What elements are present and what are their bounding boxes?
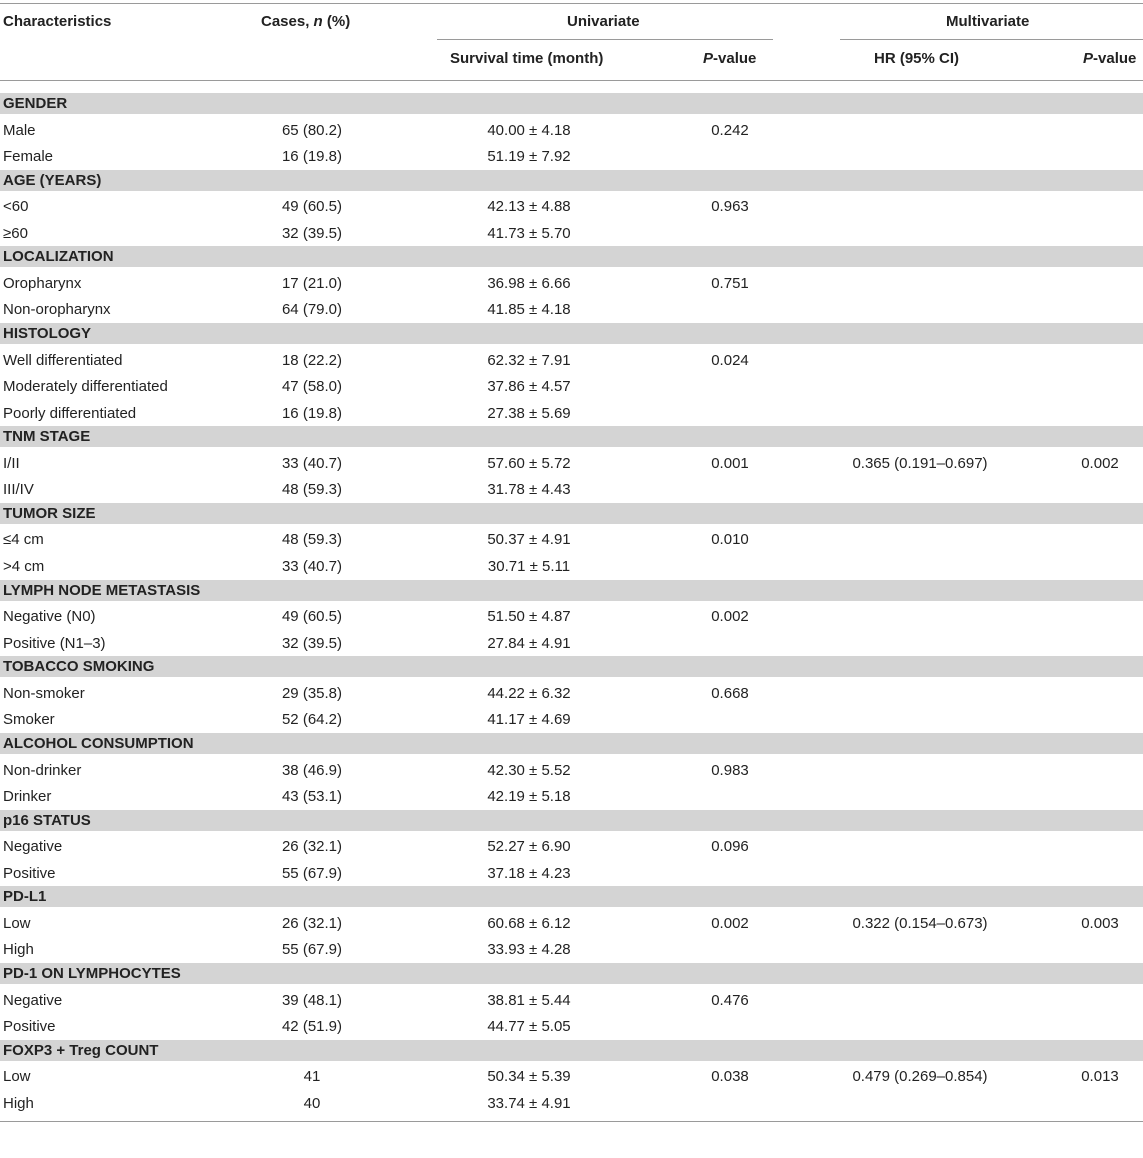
survival-value: 50.34 ± 5.39 bbox=[487, 1068, 571, 1086]
section-title: ALCOHOL CONSUMPTION bbox=[3, 735, 194, 753]
survival-value: 42.13 ± 4.88 bbox=[487, 198, 571, 216]
row-label: Non-drinker bbox=[3, 761, 82, 779]
cases-value: 48 (59.3) bbox=[281, 481, 343, 499]
table-row bbox=[0, 937, 1143, 963]
cases-value: 32 (39.5) bbox=[281, 224, 343, 242]
section-header bbox=[0, 733, 1143, 754]
row-label: Negative (N0) bbox=[3, 608, 96, 626]
survival-value: 37.86 ± 4.57 bbox=[487, 378, 571, 396]
cases-value: 38 (46.9) bbox=[281, 761, 343, 779]
header-hr: HR (95% CI) bbox=[874, 50, 960, 67]
row-label: High bbox=[3, 1094, 34, 1112]
survival-value: 57.60 ± 5.72 bbox=[487, 454, 571, 472]
survival-value: 42.30 ± 5.52 bbox=[487, 761, 571, 779]
survival-value: 40.00 ± 4.18 bbox=[487, 121, 571, 139]
row-label: <60 bbox=[3, 198, 29, 216]
table-row bbox=[0, 631, 1143, 657]
cases-value: 55 (67.9) bbox=[281, 864, 343, 882]
cases-value: 65 (80.2) bbox=[281, 121, 343, 139]
cases-value: 40 bbox=[303, 1094, 321, 1112]
p-value-univariate: 0.668 bbox=[711, 684, 749, 702]
table-row bbox=[0, 1091, 1143, 1117]
table-row bbox=[0, 451, 1143, 477]
survival-value: 33.74 ± 4.91 bbox=[487, 1094, 571, 1112]
table-row bbox=[0, 681, 1143, 707]
section-header bbox=[0, 656, 1143, 677]
section-title: TUMOR SIZE bbox=[3, 504, 96, 522]
row-label: Poorly differentiated bbox=[3, 404, 137, 422]
hr-value: 0.365 (0.191–0.697) bbox=[852, 454, 988, 472]
section-header bbox=[0, 426, 1143, 447]
table-row bbox=[0, 861, 1143, 887]
p-value-univariate: 0.096 bbox=[711, 838, 749, 856]
p-value-univariate: 0.038 bbox=[711, 1068, 749, 1086]
cases-value: 39 (48.1) bbox=[281, 991, 343, 1009]
row-label: Female bbox=[3, 147, 54, 165]
header-characteristics: Characteristics bbox=[3, 13, 112, 30]
section-header bbox=[0, 580, 1143, 601]
section-header bbox=[0, 963, 1143, 984]
table-row bbox=[0, 758, 1143, 784]
row-label: Oropharynx bbox=[3, 274, 82, 292]
cases-value: 32 (39.5) bbox=[281, 634, 343, 652]
p-value-multivariate: 0.003 bbox=[1081, 914, 1119, 932]
table-row bbox=[0, 348, 1143, 374]
hr-value: 0.479 (0.269–0.854) bbox=[852, 1068, 988, 1086]
table-row bbox=[0, 144, 1143, 170]
section-header bbox=[0, 810, 1143, 831]
row-label: Negative bbox=[3, 838, 63, 856]
survival-value: 36.98 ± 6.66 bbox=[487, 274, 571, 292]
cases-value: 29 (35.8) bbox=[281, 684, 343, 702]
p-value-multivariate: 0.002 bbox=[1081, 454, 1119, 472]
p-value-univariate: 0.963 bbox=[711, 198, 749, 216]
table-row bbox=[0, 1014, 1143, 1040]
survival-value: 51.50 ± 4.87 bbox=[487, 608, 571, 626]
p-value-univariate: 0.002 bbox=[711, 914, 749, 932]
survival-value: 44.77 ± 5.05 bbox=[487, 1018, 571, 1036]
table-row bbox=[0, 988, 1143, 1014]
cases-value: 49 (60.5) bbox=[281, 198, 343, 216]
section-title: HISTOLOGY bbox=[3, 325, 92, 343]
header-cases: Cases, n (%) bbox=[261, 13, 351, 30]
cases-value: 26 (32.1) bbox=[281, 838, 343, 856]
survival-value: 37.18 ± 4.23 bbox=[487, 864, 571, 882]
section-title: PD-L1 bbox=[3, 888, 47, 906]
row-label: Positive bbox=[3, 1018, 56, 1036]
cases-value: 17 (21.0) bbox=[281, 274, 343, 292]
cases-value: 43 (53.1) bbox=[281, 788, 343, 805]
header-bottom-rule bbox=[0, 80, 1143, 81]
header-p-value-univariate: P-value bbox=[703, 50, 757, 67]
section-title: TOBACCO SMOKING bbox=[3, 658, 155, 676]
multivariate-underline bbox=[840, 39, 1143, 40]
cases-value: 26 (32.1) bbox=[281, 914, 343, 932]
survival-value: 41.85 ± 4.18 bbox=[487, 301, 571, 319]
row-label: Low bbox=[3, 914, 31, 932]
row-label: Moderately differentiated bbox=[3, 378, 168, 396]
p-value-univariate: 0.024 bbox=[711, 351, 749, 369]
section-title: AGE (YEARS) bbox=[3, 171, 102, 189]
row-label: Negative bbox=[3, 991, 63, 1009]
section-title: GENDER bbox=[3, 95, 68, 112]
table-row bbox=[0, 1064, 1143, 1090]
p-value-univariate: 0.001 bbox=[711, 454, 749, 472]
cases-value: 49 (60.5) bbox=[281, 608, 343, 626]
row-label: >4 cm bbox=[3, 557, 45, 575]
section-header bbox=[0, 246, 1143, 267]
cases-value: 55 (67.9) bbox=[281, 941, 343, 959]
survival-value: 38.81 ± 5.44 bbox=[487, 991, 571, 1009]
cases-value: 33 (40.7) bbox=[281, 454, 343, 472]
section-title: PD-1 ON LYMPHOCYTES bbox=[3, 965, 181, 983]
section-header bbox=[0, 503, 1143, 524]
table-row bbox=[0, 784, 1143, 810]
cases-value: 33 (40.7) bbox=[281, 557, 343, 575]
cases-value: 18 (22.2) bbox=[281, 351, 343, 369]
cases-value: 16 (19.8) bbox=[281, 404, 343, 422]
survival-value: 30.71 ± 5.11 bbox=[487, 557, 571, 575]
row-label: Male bbox=[3, 121, 36, 139]
table-row bbox=[0, 194, 1143, 220]
cases-value: 41 bbox=[303, 1068, 321, 1086]
table-row bbox=[0, 604, 1143, 630]
p-value-univariate: 0.751 bbox=[711, 274, 749, 292]
cases-value: 64 (79.0) bbox=[281, 301, 343, 319]
univariate-underline bbox=[437, 39, 773, 40]
row-label: ≤4 cm bbox=[3, 531, 44, 549]
survival-value: 41.73 ± 5.70 bbox=[487, 224, 571, 242]
section-header bbox=[0, 1040, 1143, 1061]
table-row bbox=[0, 707, 1143, 733]
p-value-multivariate: 0.013 bbox=[1081, 1068, 1119, 1086]
table-row bbox=[0, 118, 1143, 144]
survival-value: 52.27 ± 6.90 bbox=[487, 838, 571, 856]
survival-value: 31.78 ± 4.43 bbox=[487, 481, 571, 499]
survival-value: 44.22 ± 6.32 bbox=[487, 684, 571, 702]
row-label: ≥60 bbox=[3, 224, 28, 242]
header-survival-time: Survival time (month) bbox=[450, 50, 604, 67]
header-p-value-multivariate: P-value bbox=[1083, 50, 1137, 67]
table-row bbox=[0, 834, 1143, 860]
section-title: TNM STAGE bbox=[3, 428, 91, 446]
survival-value: 60.68 ± 6.12 bbox=[487, 914, 571, 932]
survival-value: 51.19 ± 7.92 bbox=[487, 147, 571, 165]
row-label: Smoker bbox=[3, 711, 55, 729]
section-title: LYMPH NODE METASTASIS bbox=[3, 581, 201, 599]
table-row bbox=[0, 374, 1143, 400]
row-label: Non-oropharynx bbox=[3, 301, 111, 319]
header-multivariate: Multivariate bbox=[946, 13, 1030, 30]
table-row bbox=[0, 221, 1143, 247]
table-top-rule bbox=[0, 3, 1143, 4]
survival-value: 27.84 ± 4.91 bbox=[487, 634, 571, 652]
table-row bbox=[0, 477, 1143, 503]
row-label: Drinker bbox=[3, 788, 52, 805]
section-title: FOXP3 + Treg COUNT bbox=[3, 1041, 159, 1059]
section-header bbox=[0, 170, 1143, 191]
p-value-univariate: 0.476 bbox=[711, 991, 749, 1009]
survival-value: 41.17 ± 4.69 bbox=[487, 711, 571, 729]
survival-value: 62.32 ± 7.91 bbox=[487, 351, 571, 369]
row-label: III/IV bbox=[3, 481, 34, 499]
section-header bbox=[0, 886, 1143, 907]
survival-value: 33.93 ± 4.28 bbox=[487, 941, 571, 959]
table-row bbox=[0, 297, 1143, 323]
section-header bbox=[0, 323, 1143, 344]
cases-value: 16 (19.8) bbox=[281, 147, 343, 165]
cases-value: 42 (51.9) bbox=[281, 1018, 343, 1036]
row-label: Low bbox=[3, 1068, 31, 1086]
section-title: LOCALIZATION bbox=[3, 248, 114, 266]
survival-value: 27.38 ± 5.69 bbox=[487, 404, 571, 422]
table-row bbox=[0, 401, 1143, 427]
survival-value: 50.37 ± 4.91 bbox=[487, 531, 571, 549]
row-label: Positive (N1–3) bbox=[3, 634, 106, 652]
table-row bbox=[0, 527, 1143, 553]
table-row bbox=[0, 911, 1143, 937]
p-value-univariate: 0.010 bbox=[711, 531, 749, 549]
table-row bbox=[0, 271, 1143, 297]
header-univariate: Univariate bbox=[567, 13, 640, 30]
p-value-univariate: 0.002 bbox=[711, 608, 749, 626]
cases-value: 48 (59.3) bbox=[281, 531, 343, 549]
row-label: Non-smoker bbox=[3, 684, 85, 702]
row-label: Well differentiated bbox=[3, 351, 123, 369]
row-label: Positive bbox=[3, 864, 56, 882]
cases-value: 52 (64.2) bbox=[281, 711, 343, 729]
row-label: High bbox=[3, 941, 34, 959]
hr-value: 0.322 (0.154–0.673) bbox=[852, 914, 988, 932]
table-bottom-rule bbox=[0, 1121, 1143, 1122]
row-label: I/II bbox=[3, 454, 20, 472]
survival-value: 42.19 ± 5.18 bbox=[487, 788, 571, 805]
section-title: p16 STATUS bbox=[3, 811, 91, 829]
p-value-univariate: 0.983 bbox=[711, 761, 749, 779]
p-value-univariate: 0.242 bbox=[711, 121, 749, 139]
cases-value: 47 (58.0) bbox=[281, 378, 343, 396]
section-header bbox=[0, 93, 1143, 114]
table-row bbox=[0, 554, 1143, 580]
